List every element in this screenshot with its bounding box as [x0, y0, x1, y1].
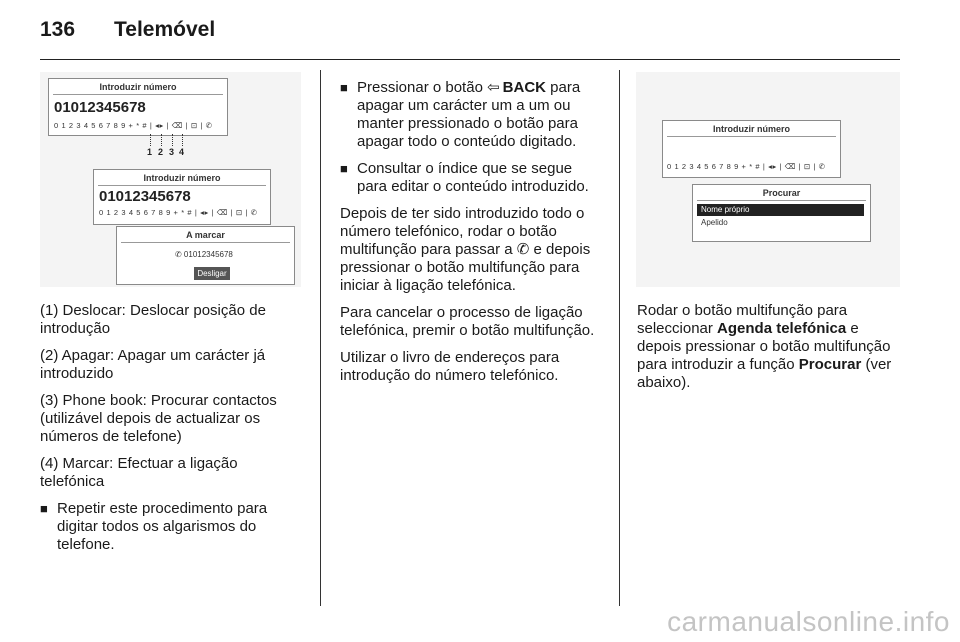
paragraph-search — [637, 302, 903, 392]
bullet-text-pre: Pressionar o botão — [357, 79, 488, 96]
charset-row: 0 1 2 3 4 5 6 7 8 9 + * # | ◂▸ | ⌫ | ⊡ | ✆ — [99, 208, 258, 217]
figure-number-entry — [40, 72, 301, 287]
screen-search — [692, 184, 871, 242]
para-text-pre: Depois de ter sido introduzido todo o número telefónico, rodar o botão multifunção para passar a — [340, 205, 585, 258]
page-title: Telemóvel — [114, 18, 216, 41]
page-number: 136 — [40, 18, 76, 41]
screen-divider — [697, 200, 866, 201]
screen-enter-number-2 — [93, 169, 271, 225]
callout-1: 1 — [147, 147, 153, 157]
watermark: carmanualsonline.info — [667, 606, 950, 637]
callout-line-4 — [182, 134, 183, 146]
screen-title: A marcar — [186, 230, 225, 240]
bullet-marker: ■ — [40, 501, 48, 516]
bullet-item — [40, 500, 304, 554]
search-option-surname[interactable]: Apelido — [701, 218, 728, 227]
callout-line-2 — [161, 134, 162, 146]
search-function-label: Procurar — [798, 356, 862, 373]
charset-row: 0 1 2 3 4 5 6 7 8 9 + * # | ◂▸ | ⌫ | ⊡ | ✆ — [54, 121, 213, 130]
callout-line-3 — [172, 134, 173, 146]
dialing-number: ✆ 01012345678 — [175, 250, 233, 259]
screen-dialing — [116, 226, 295, 285]
legend-item-1: (1) Deslocar: Deslocar posição de introdução — [40, 302, 266, 337]
para-text-mid: e depois pressionar o botão multifunção para introduzir a função — [637, 320, 891, 373]
bullet-item — [340, 79, 606, 151]
hang-up-button[interactable]: Desligar — [194, 267, 230, 280]
figure-search — [636, 72, 900, 287]
callout-4: 4 — [179, 147, 185, 157]
bullet-text: Repetir este procedimento para digitar todos os algarismos do telefone. — [57, 500, 268, 553]
bullet-item — [340, 160, 606, 196]
legend-item-2: (2) Apagar: Apagar um carácter já introduzido — [40, 347, 266, 382]
screen-title: Introduzir número — [713, 124, 790, 134]
back-key: BACK — [502, 79, 547, 96]
bullet-marker: ■ — [340, 161, 348, 176]
back-icon: ⇦ — [487, 79, 500, 96]
column-divider-1 — [320, 70, 321, 606]
paragraph-address-book: Utilizar o livro de endereços para introdução do número telefónico. — [340, 349, 560, 384]
callout-line-1 — [150, 134, 151, 146]
screen-divider — [667, 136, 836, 137]
legend-item-4: (4) Marcar: Efectuar a ligação telefónica — [40, 455, 238, 490]
search-option-first-name[interactable]: Nome próprio — [697, 204, 864, 216]
header-rule — [40, 59, 900, 60]
paragraph-cancel: Para cancelar o processo de ligação telefónica, premir o botão multifunção. — [340, 304, 595, 339]
bullet-marker: ■ — [340, 80, 348, 95]
bullet-text-post: para apagar um carácter um a um ou manter pressionado o botão para apagar todo o conteúdo digitado. — [357, 79, 581, 150]
para-text-pre: Rodar o botão multifunção para seleccionar — [637, 302, 848, 337]
callout-2: 2 — [158, 147, 164, 157]
screen-divider — [53, 94, 223, 95]
column-divider-2 — [619, 70, 620, 606]
column-3 — [637, 302, 903, 401]
legend-item-3: (3) Phone book: Procurar contactos (utilizável depois de actualizar os números de telefone) — [40, 392, 277, 445]
screen-title: Procurar — [762, 188, 801, 198]
column-2 — [340, 79, 606, 394]
screen-divider — [121, 242, 290, 243]
phone-icon: ✆ — [516, 241, 530, 258]
para-text-post: e depois pressionar o botão multifunção para iniciar à ligação telefónica. — [340, 241, 591, 294]
bullet-text: Consultar o índice que se segue para editar o conteúdo introduzido. — [357, 160, 589, 195]
para-text-post: (ver abaixo). — [637, 356, 892, 391]
screen-enter-number — [662, 120, 841, 178]
screen-divider — [98, 185, 266, 186]
column-1 — [40, 302, 304, 563]
screen-title: Introduzir número — [143, 173, 221, 183]
entered-number: 01012345678 — [99, 188, 191, 205]
screen-title: Introduzir número — [99, 82, 177, 92]
phone-book-label: Agenda telefónica — [717, 320, 847, 337]
paragraph-dial — [340, 205, 606, 295]
charset-row: 0 1 2 3 4 5 6 7 8 9 + * # | ◂▸ | ⌫ | ⊡ | ✆ — [667, 162, 826, 171]
callout-3: 3 — [169, 147, 175, 157]
entered-number: 01012345678 — [54, 99, 146, 116]
screen-enter-number-1 — [48, 78, 228, 136]
